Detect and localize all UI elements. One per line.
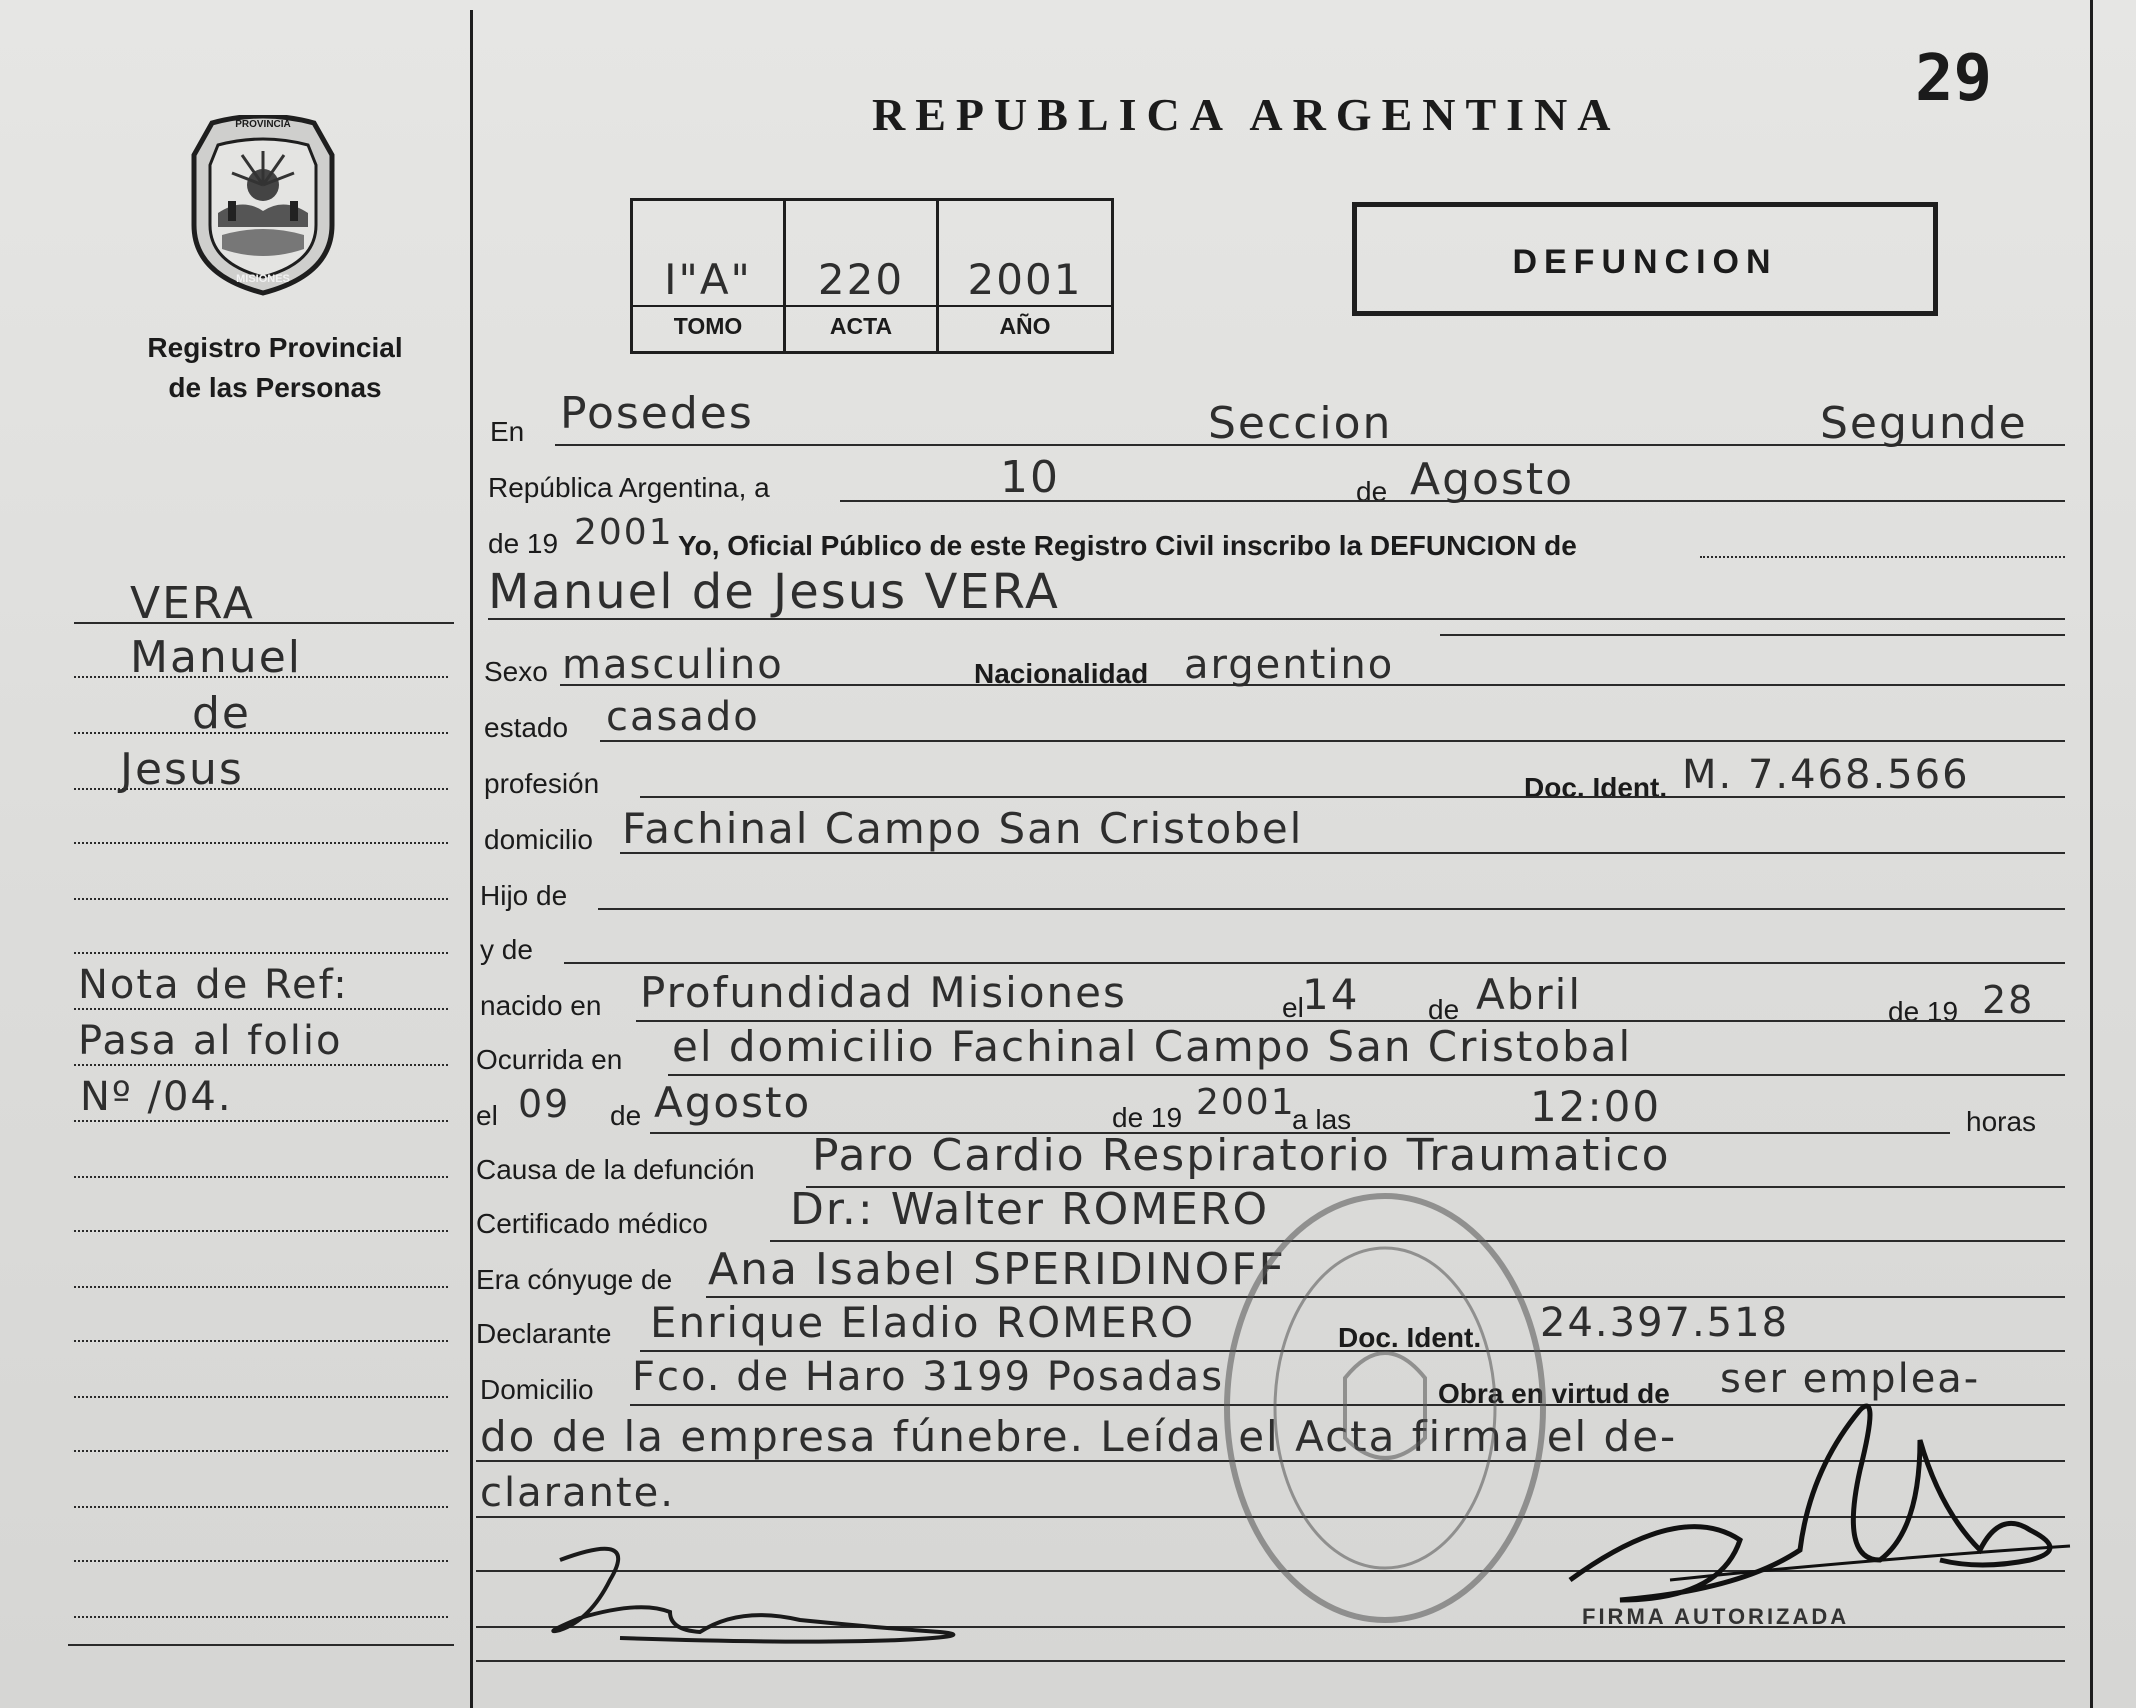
label-nacionalidad: Nacionalidad	[974, 658, 1149, 689]
margin-dotted-line	[74, 842, 448, 844]
act-type-box	[1352, 202, 1938, 316]
left-margin-rule	[470, 10, 473, 1708]
value-obra-continuation-2: clarante.	[480, 1470, 675, 1516]
margin-dotted-line	[74, 1064, 448, 1066]
registry-line-2: de las Personas	[168, 372, 382, 403]
form-line	[640, 796, 2065, 798]
margin-dotted-line	[74, 1506, 448, 1508]
margin-dotted-line	[74, 1176, 448, 1178]
margin-dotted-line	[74, 1008, 448, 1010]
record-box-rule	[633, 305, 1111, 307]
acta-value: 220	[817, 255, 905, 304]
ano-label: AÑO	[999, 313, 1051, 339]
value-declarante-doc: 24.397.518	[1540, 1300, 1790, 1346]
label-death-de19: de 19	[1112, 1102, 1183, 1133]
value-doc-ident: M. 7.468.566	[1682, 752, 1970, 798]
margin-dotted-line	[74, 1396, 448, 1398]
value-birth-month: Abril	[1476, 970, 1582, 1019]
label-estado: estado	[484, 712, 569, 743]
value-month: Agosto	[1410, 454, 1575, 505]
margin-dotted-line	[74, 1450, 448, 1452]
form-line	[600, 740, 2065, 742]
acta-label: ACTA	[829, 313, 893, 339]
tomo-label: TOMO	[673, 313, 743, 339]
seal-bottom-text: MISIONES	[236, 273, 290, 285]
value-death-month: Agosto	[654, 1078, 812, 1127]
margin-name-3: Jesus	[120, 744, 244, 795]
label-nacido-en: nacido en	[480, 990, 602, 1021]
page-number: 29	[1915, 42, 1993, 116]
margin-dotted-line	[74, 952, 448, 954]
right-margin-rule	[2090, 0, 2093, 1708]
form-line	[1440, 634, 2065, 636]
form-line	[1700, 556, 2065, 558]
official-signature	[1560, 1350, 2080, 1640]
value-deceased-name: Manuel de Jesus VERA	[488, 564, 1060, 620]
value-obra-continuation-1: do de la empresa fúnebre. Leída el Acta firma el de-	[480, 1412, 1678, 1461]
label-de19: de 19	[488, 528, 559, 559]
provincial-seal	[182, 115, 344, 297]
country-title: REPUBLICA ARGENTINA	[872, 89, 1621, 140]
margin-dotted-line	[74, 788, 448, 790]
label-obra: Obra en virtud de	[1438, 1378, 1670, 1409]
value-causa: Paro Cardio Respiratorio Traumatico	[812, 1130, 1671, 1181]
seal-top-text: PROVINCIA	[235, 119, 291, 130]
margin-note-1: Nota de Ref:	[78, 962, 349, 1008]
form-line	[560, 684, 2065, 686]
margin-surname: VERA	[130, 578, 255, 629]
ano-value: 2001	[967, 255, 1083, 304]
form-line	[668, 1074, 2065, 1076]
form-line	[840, 500, 2065, 502]
label-certificado: Certificado médico	[476, 1208, 708, 1239]
value-declarante: Enrique Eladio ROMERO	[650, 1298, 1196, 1347]
label-y-de: y de	[480, 934, 533, 965]
label-en: En	[490, 416, 525, 447]
form-line	[598, 908, 2065, 910]
value-sexo: masculino	[562, 642, 784, 688]
label-domicilio: domicilio	[484, 824, 593, 855]
label-death-de: de	[610, 1100, 642, 1131]
label-doc-ident-declarante: Doc. Ident.	[1338, 1322, 1482, 1353]
value-domicilio: Fachinal Campo San Cristobel	[622, 804, 1304, 853]
margin-note-3: Nº /04.	[80, 1074, 233, 1120]
label-horas: horas	[1966, 1106, 2037, 1137]
margin-dotted-line	[74, 1286, 448, 1288]
form-line	[620, 852, 2065, 854]
label-birth-de19: de 19	[1888, 996, 1959, 1027]
tomo-value: I"A"	[664, 255, 752, 304]
value-birth-year: 28	[1982, 978, 2035, 1022]
value-certificado: Dr.: Walter ROMERO	[790, 1184, 1270, 1235]
label-sexo: Sexo	[484, 656, 548, 687]
value-birth-day: 14	[1302, 970, 1360, 1019]
margin-dotted-line	[74, 732, 448, 734]
margin-dotted-line	[74, 1560, 448, 1562]
label-doc-ident: Doc. Ident.	[1524, 772, 1668, 803]
label-birth-de: de	[1428, 994, 1460, 1025]
margin-rule	[74, 622, 454, 624]
value-estado: casado	[606, 694, 760, 740]
margin-dotted-line	[74, 1340, 448, 1342]
margin-rule	[68, 1644, 454, 1646]
label-a-las: a las	[1292, 1104, 1352, 1135]
form-line	[564, 962, 2065, 964]
value-death-day: 09	[518, 1082, 571, 1126]
value-section-name: Segunde	[1820, 398, 2028, 449]
label-conyuge: Era cónyuge de	[476, 1264, 673, 1295]
form-line	[488, 618, 2065, 620]
label-birth-el: el	[1282, 992, 1304, 1023]
label-de: de	[1356, 476, 1388, 507]
declarant-signature	[500, 1520, 1000, 1650]
official-stamp	[1215, 1178, 1555, 1638]
value-death-year: 2001	[1196, 1082, 1296, 1123]
label-ocurrida-en: Ocurrida en	[476, 1044, 623, 1075]
margin-dotted-line	[74, 1616, 448, 1618]
margin-dotted-line	[74, 676, 448, 678]
margin-dotted-line	[74, 1230, 448, 1232]
value-domicilio-declarante: Fco. de Haro 3199 Posadas	[632, 1354, 1225, 1400]
record-box	[630, 198, 1114, 354]
margin-name-2: de	[192, 688, 251, 739]
act-type-label: DEFUNCION	[1512, 243, 1778, 281]
value-nacionalidad: argentino	[1184, 642, 1395, 688]
label-profesion: profesión	[484, 768, 600, 799]
margin-dotted-line	[74, 898, 448, 900]
label-causa: Causa de la defunción	[476, 1154, 755, 1185]
registry-name	[110, 328, 440, 408]
label-death-el: el	[476, 1100, 498, 1131]
value-year: 2001	[574, 512, 674, 553]
registry-line-1: Registro Provincial	[147, 332, 403, 363]
label-hijo-de: Hijo de	[480, 880, 568, 911]
signature-stamp-label: FIRMA AUTORIZADA	[1582, 1604, 1850, 1629]
label-domicilio-declarante: Domicilio	[480, 1374, 594, 1405]
form-line	[555, 444, 2065, 446]
value-place: Posedes	[560, 388, 754, 439]
value-section: Seccion	[1208, 398, 1393, 449]
margin-note-2: Pasa al folio	[78, 1018, 343, 1064]
margin-name-1: Manuel	[130, 632, 302, 683]
value-day: 10	[1000, 452, 1060, 503]
value-hora: 12:00	[1530, 1082, 1662, 1131]
form-line	[476, 1660, 2065, 1662]
label-inscribo: Yo, Oficial Público de este Registro Civil inscribo la DEFUNCION de	[678, 530, 1577, 561]
label-declarante: Declarante	[476, 1318, 612, 1349]
value-nacido-en: Profundidad Misiones	[640, 968, 1127, 1017]
value-obra: ser emplea-	[1720, 1356, 1981, 1402]
label-republica: República Argentina, a	[488, 472, 770, 503]
value-ocurrida-en: el domicilio Fachinal Campo San Cristobal	[672, 1022, 1633, 1071]
margin-dotted-line	[74, 1120, 448, 1122]
value-conyuge: Ana Isabel SPERIDINOFF	[708, 1244, 1286, 1295]
